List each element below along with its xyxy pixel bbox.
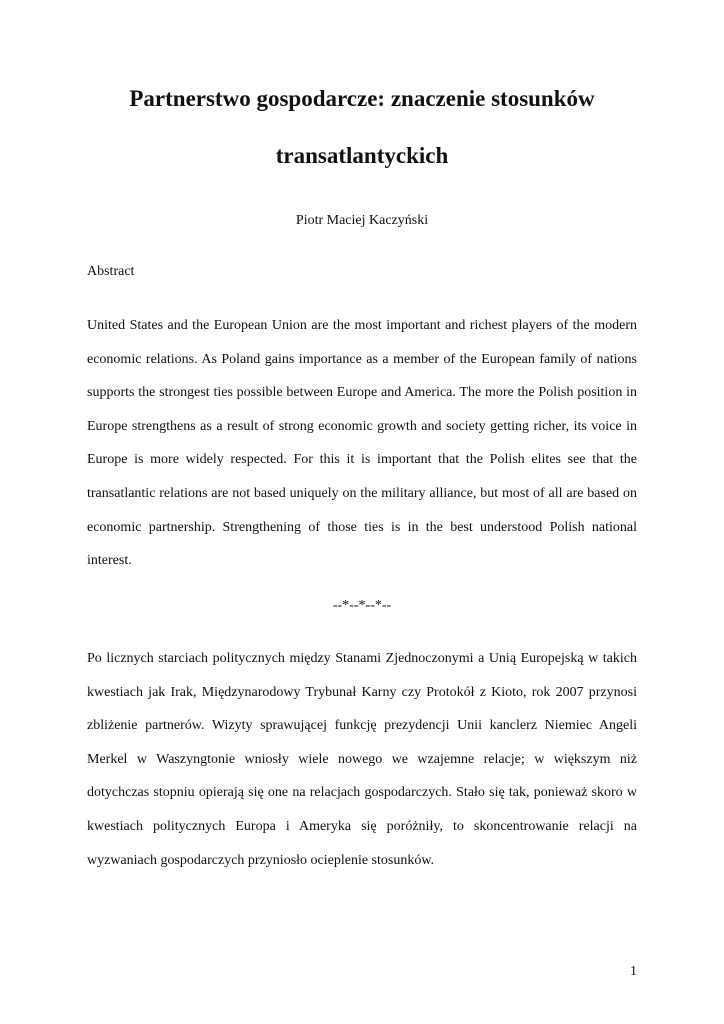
document-title-line-2: transatlantyckich bbox=[275, 143, 449, 168]
abstract-heading: Abstract bbox=[87, 264, 135, 279]
document-title-line-1: Partnerstwo gospodarcze: znaczenie stosunków bbox=[129, 86, 595, 111]
section-separator: --*--*--*-- bbox=[332, 598, 392, 613]
author-name: Piotr Maciej Kaczyński bbox=[295, 213, 429, 228]
page-number: 1 bbox=[630, 964, 637, 979]
abstract-paragraph: United States and the European Union are the most important and richest players of the modern economic relations. As Poland gains importance as a member of the European family of nations supports the strongest ties possible between Europe and America. The more the Polish position in Europe strengthens as a result of strong economic growth and society getting richer, its voice in Europe is more widely respected. For this it is important that the Polish elites see that the transatlantic relations are not based uniquely on the military alliance, but most of all are based on economic partnership. Strengthening of those ties is in the best understood Polish national interest. bbox=[87, 318, 637, 569]
body-paragraph: Po licznych starciach politycznych między Stanami Zjednoczonymi a Unią Europejską w takich kwestiach jak Irak, Międzynarodowy Trybunał Karny czy Protokół z Kioto, rok 2007 przynosi zbliżenie partnerów. Wizyty sprawującej funkcję prezydencji Unii kanclerz Niemiec Angeli Merkel w Waszyngtonie wniosły wiele nowego we wzajemne relacje; w większym niż dotychczas stopniu opierają się one na relacjach gospodarczych. Stało się tak, ponieważ skoro w kwestiach politycznych Europa i Ameryka się poróżniły, to skoncentrowanie relacji na wyzwaniach gospodarczych przyniosło ocieplenie stosunków. bbox=[87, 651, 637, 868]
